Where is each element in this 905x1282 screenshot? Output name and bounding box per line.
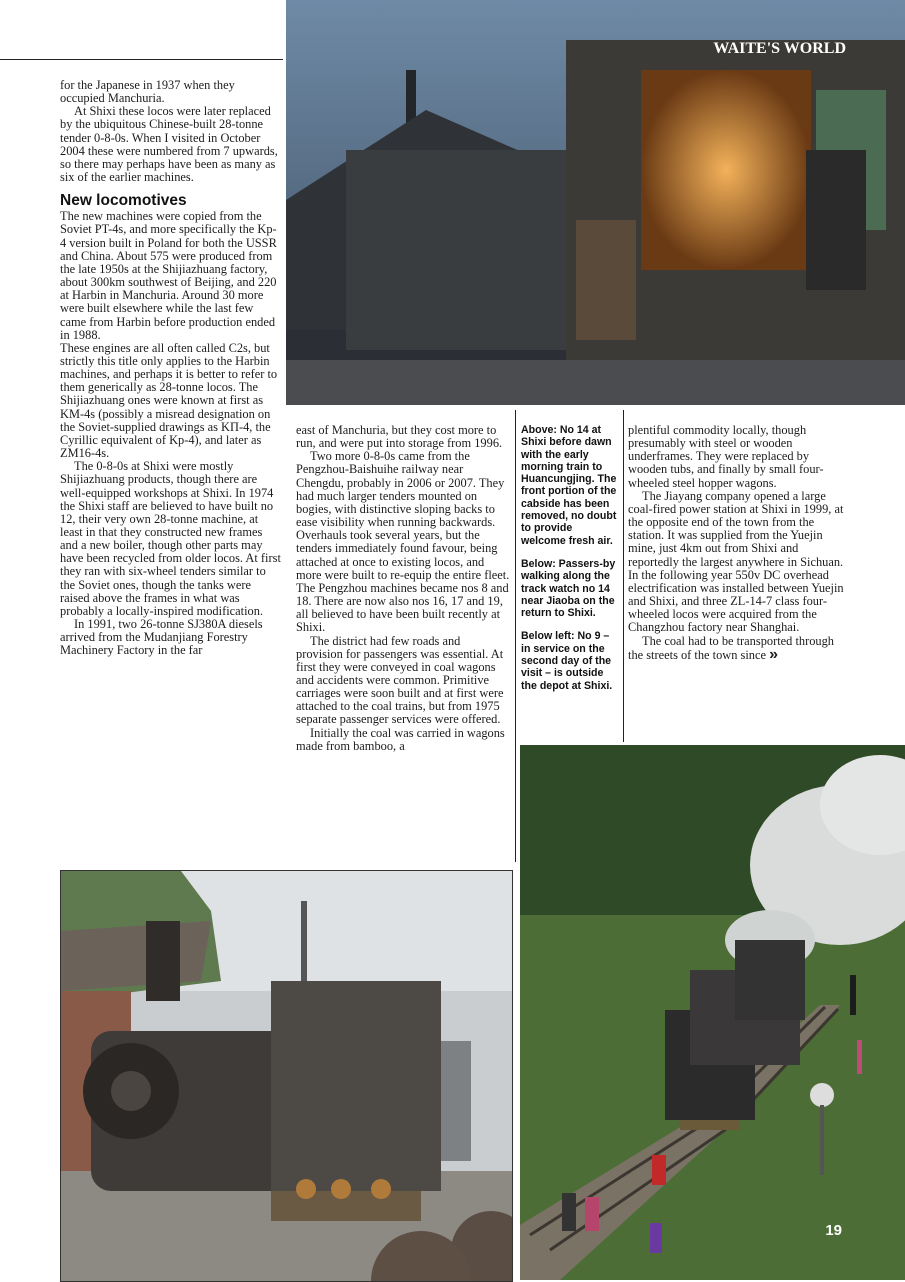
article-column-2 — [296, 424, 510, 753]
col4-paragraph-1: plentiful commodity locally, though presumably with steel or wooden underframes. They were replaced by wooden tubs, and finally by small four-wheeled steel hopper wagons. — [628, 423, 824, 490]
photo-bottom-right-passers-by — [520, 745, 905, 1280]
page-number: 19 — [825, 1222, 842, 1239]
continue-marker-icon: » — [769, 645, 778, 663]
col2-paragraph-4: Initially the coal was carried in wagons made from bamboo, a — [296, 725, 505, 753]
captions-column — [521, 424, 619, 703]
header-rule — [0, 59, 283, 60]
col4-paragraph-2: The Jiayang company opened a large coal-fired power station at Shixi in 1999, at the opposite end of the town from the station. It was supplied from the Yuejin mine, just 4km out from Shixi and reportedly the largest anywhere in Sichuan. In the following year 550v DC overhead electrification was installed between Yuejin and Shixi, and three ZL-14-7 class four-wheeled locos were acquired from the Changzhou factory near Shanghai. — [628, 488, 844, 635]
article-column-4 — [628, 424, 846, 662]
col1-paragraph-4: These engines are all often called C2s, but strictly this title only applies to the Harbin machines, and perhaps it is better to refer to them generically as 28-tonne locos. The Shijiazhuang ones were known at first as KM-4s (possibly a misread designation on the Soviet-supplied drawings as KП-4, the Cyrillic equivalent of Kp-4), and later as ZM16-4s. — [60, 340, 278, 461]
column-divider-right — [623, 410, 624, 742]
col1-paragraph-2: At Shixi these locos were later replaced by the ubiquitous Chinese-built 28-tonne tender 0-8-0s. When I visited in October 2004 these were numbered from 7 upwards, so there may perhaps have been as many as six of the earlier machines. — [60, 104, 278, 185]
col1-paragraph-5: The 0-8-0s at Shixi were mostly Shijiazhuang products, though there are well-equipped workshops at Shixi. In 1974 the Shixi staff are believed to have built no 12, their very own 28-tonne machine, at least in that they constructed new frames and a new boiler, though other parts may have been recycled from older locos. At first they ran with six-wheel tenders similar to the Soviet ones, though the tanks were raised above the frames in what was probably a locally-inspired modification. — [60, 459, 281, 618]
col2-paragraph-1: east of Manchuria, but they cost more to run, and were put into storage from 1996. — [296, 423, 503, 451]
col4-paragraph-3 — [628, 635, 846, 662]
column-divider-left — [515, 410, 516, 862]
caption-above: Above: No 14 at Shixi before dawn with the early morning train to Huancungjing. The front portion of the cabside has been removed, no doubt to provide welcome fresh air. — [521, 424, 617, 547]
col1-paragraph-3: The new machines were copied from the Soviet PT-4s, and more specifically the Kp-4 version built in Poland for both the USSR and China. About 575 were produced from the late 1950s at the Shijiazhuang factory, about 300km southwest of Beijing, and 220 at Harbin in Manchuria. Around 30 more were built elsewhere while the last few came from Harbin before production ended in 1988. — [60, 209, 277, 342]
subheading-new-locomotives: New locomotives — [60, 192, 187, 210]
col4-paragraph-3-text: The coal had to be transported through the streets of the town since — [628, 633, 834, 662]
photo-top-cab-at-dawn — [286, 0, 905, 405]
col2-paragraph-3: The district had few roads and provision for passengers was essential. At first they were conveyed in coal wagons and accidents were common. Primitive carriages were soon built and at first were attached to the coal trains, but from 1975 separate passenger services were offered. — [296, 633, 504, 727]
article-column-1 — [60, 79, 282, 658]
caption-below-left: Below left: No 9 – in service on the second day of the visit – is outside the depot at Shixi. — [521, 630, 613, 692]
col1-paragraph-6: In 1991, two 26-tonne SJ380A diesels arrived from the Mudanjiang Forestry Machinery Factory in the far — [60, 617, 263, 658]
col1-paragraph-1: for the Japanese in 1937 when they occupied Manchuria. — [60, 78, 235, 106]
section-title: WAITE'S WORLD — [713, 40, 846, 57]
photo-bottom-left-depot — [60, 870, 513, 1282]
col2-paragraph-2: Two more 0-8-0s came from the Pengzhou-Baishuihe railway near Chengdu, probably in 2006 or 2007. They had much larger tenders mounted on bogies, with distinctive sloping backs to ease visibility when running backwards. Overhauls took several years, but the tenders immediately found favour, being attached at once to existing locos, and more were built to re-equip the entire fleet. The Pengzhou machines became nos 8 and 18. There are now also nos 16, 17 and 19, all believed to have been built recently at Shixi. — [296, 449, 510, 635]
caption-below: Below: Passers-by walking along the track watch no 14 near Jiaoba on the return to Shixi. — [521, 557, 616, 620]
